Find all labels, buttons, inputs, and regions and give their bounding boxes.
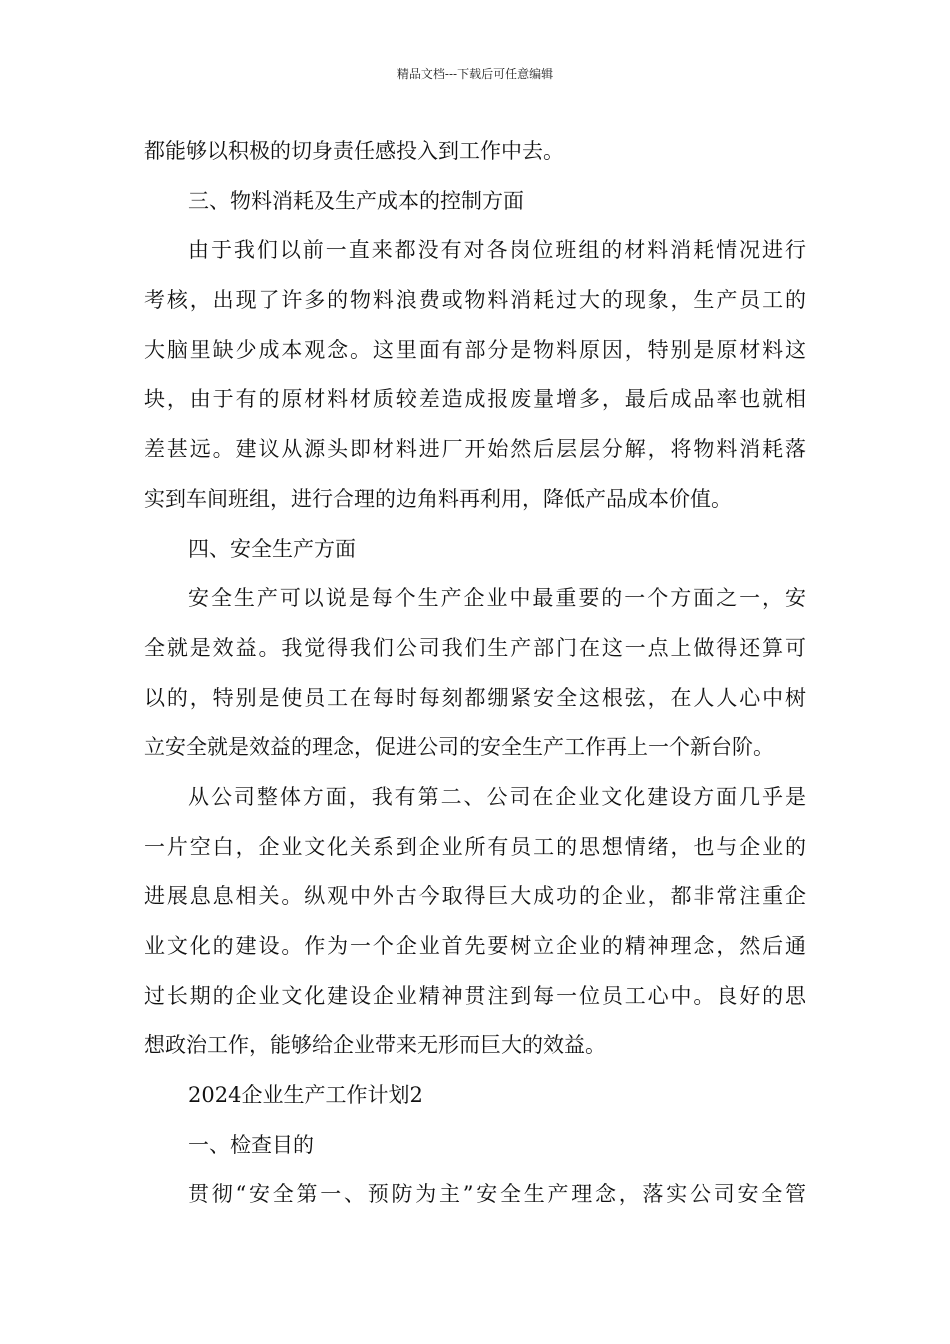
paragraph-line: 以的，特别是使员工在每时每刻都绷紧安全这根弦，在人人心中树: [144, 685, 806, 710]
page-header: 精品文档---下载后可任意编辑: [396, 67, 554, 81]
paragraph-line: 由于我们以前一直来都没有对各岗位班组的材料消耗情况进行: [188, 238, 806, 263]
paragraph-line: 从公司整体方面，我有第二、公司在企业文化建设方面几乎是: [188, 784, 806, 809]
paragraph-line: 块，由于有的原材料材质较差造成报废量增多，最后成品率也就相: [144, 387, 806, 412]
section-heading: 一、检查目的: [188, 1132, 314, 1157]
paragraph-line: 考核，出现了许多的物料浪费或物料消耗过大的现象，生产员工的: [144, 288, 806, 313]
paragraph-line: 一片空白，企业文化关系到企业所有员工的思想情绪，也与企业的: [144, 834, 806, 859]
paragraph-line: 贯彻“安全第一、预防为主”安全生产理念，落实公司安全管: [188, 1182, 806, 1207]
paragraph-line: 全就是效益。我觉得我们公司我们生产部门在这一点上做得还算可: [144, 635, 806, 660]
paragraph-line: 业文化的建设。作为一个企业首先要树立企业的精神理念，然后通: [144, 934, 806, 958]
paragraph-line: 大脑里缺少成本观念。这里面有部分是物料原因，特别是原材料这: [144, 337, 806, 362]
paragraph-line: 差甚远。建议从源头即材料进厂开始然后层层分解，将物料消耗落: [144, 437, 806, 462]
paragraph-line: 都能够以积极的切身责任感投入到工作中去。: [144, 139, 564, 163]
document-body: [144, 127, 806, 1220]
document-title: 2024企业生产工作计划2: [188, 1083, 423, 1108]
section-heading: 三、物料消耗及生产成本的控制方面: [188, 188, 524, 213]
paragraph-line: 想政治工作，能够给企业带来无形而巨大的效益。: [144, 1033, 606, 1058]
paragraph-line: 实到车间班组，进行合理的边角料再利用，降低产品成本价值。: [144, 486, 732, 511]
paragraph-line: 安全生产可以说是每个生产企业中最重要的一个方面之一，安: [188, 586, 806, 611]
section-heading: 四、安全生产方面: [188, 536, 356, 561]
paragraph-line: 过长期的企业文化建设企业精神贯注到每一位员工心中。良好的思: [144, 983, 806, 1008]
paragraph-line: 立安全就是效益的理念，促进公司的安全生产工作再上一个新台阶。: [144, 735, 774, 760]
paragraph-line: 进展息息相关。纵观中外古今取得巨大成功的企业，都非常注重企: [144, 884, 806, 909]
